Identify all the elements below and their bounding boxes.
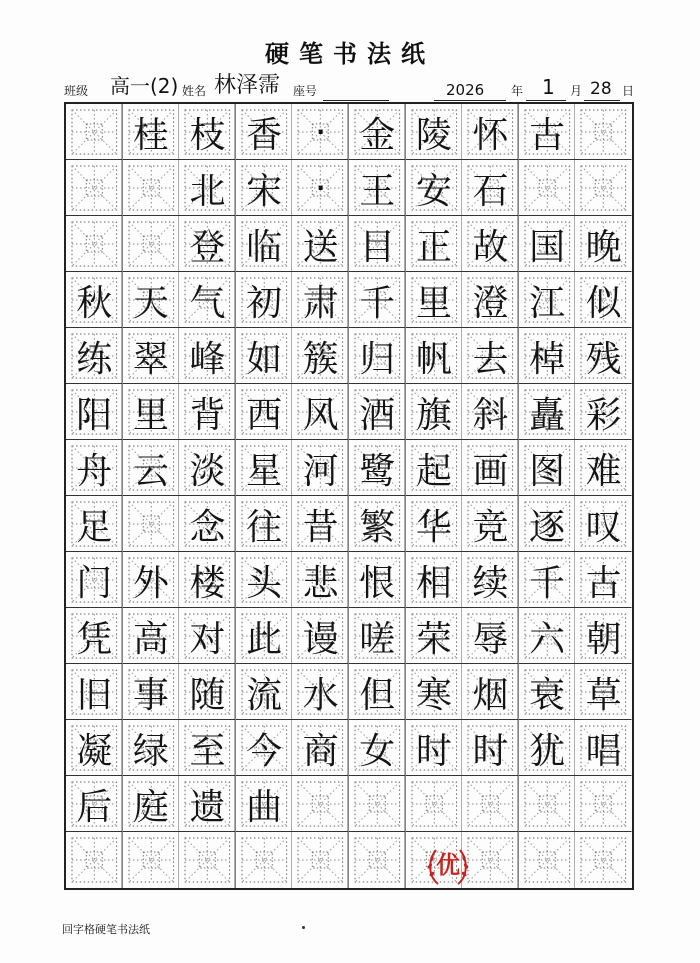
grid-cell — [66, 552, 123, 608]
handwritten-char: 难 — [585, 450, 622, 492]
handwritten-char: 临 — [246, 226, 283, 268]
handwritten-char: 江 — [529, 282, 566, 324]
year-label: 年 — [511, 84, 524, 98]
grid-cell — [123, 664, 180, 720]
header-info — [64, 73, 635, 103]
handwritten-char: 起 — [415, 450, 452, 492]
day-value: 28 — [590, 79, 612, 99]
grid-cell — [179, 720, 236, 776]
grid-cell — [292, 832, 349, 888]
handwritten-char — [66, 160, 123, 216]
handwritten-char: 犹 — [529, 730, 566, 772]
grid-cell — [66, 440, 123, 496]
grid-cell — [66, 664, 123, 720]
handwritten-char: 簇 — [302, 338, 339, 380]
grid-cell — [349, 104, 406, 160]
grid-cell — [66, 720, 123, 776]
grid-cell — [292, 608, 349, 664]
handwritten-char: 对 — [189, 618, 226, 660]
handwritten-char: 唱 — [585, 730, 622, 772]
grid-cell — [123, 328, 180, 384]
handwritten-char: 千 — [359, 282, 396, 324]
handwritten-char: 棹 — [529, 338, 566, 380]
grid-cell — [519, 720, 576, 776]
grid-cell — [66, 608, 123, 664]
grid-cell — [292, 776, 349, 832]
grid-cell — [66, 272, 123, 328]
handwritten-char: 事 — [132, 674, 169, 716]
grid-cell — [519, 272, 576, 328]
handwritten-char — [123, 832, 180, 888]
grid-cell — [519, 440, 576, 496]
grid-cell — [349, 832, 406, 888]
grade-stamp — [424, 840, 472, 888]
handwritten-char: 阳 — [76, 394, 113, 436]
handwritten-char: 至 — [189, 730, 226, 772]
handwritten-char — [123, 496, 180, 552]
grid-cell — [66, 496, 123, 552]
grid-cell — [179, 496, 236, 552]
handwritten-char — [66, 216, 123, 272]
handwritten-char: 时 — [472, 730, 509, 772]
grid-cell — [462, 160, 519, 216]
grid-cell — [66, 328, 123, 384]
handwritten-char: 天 — [132, 282, 169, 324]
handwritten-char — [123, 160, 180, 216]
class-label: 班级 — [64, 84, 89, 98]
handwritten-char: 桂 — [132, 114, 169, 156]
grid-cell — [292, 440, 349, 496]
handwritten-char: 云 — [132, 450, 169, 492]
grid-cell — [179, 384, 236, 440]
handwritten-char: 往 — [246, 506, 283, 548]
grid-cell — [462, 440, 519, 496]
handwritten-char: 登 — [189, 226, 226, 268]
grid-cell — [179, 776, 236, 832]
month-underline — [526, 100, 566, 101]
grid-cell — [236, 272, 293, 328]
grid-cell — [292, 216, 349, 272]
handwritten-char: 残 — [585, 338, 622, 380]
page-title: 硬笔书法纸 — [265, 39, 435, 68]
handwritten-char: 香 — [246, 114, 283, 156]
handwritten-char: 初 — [246, 282, 283, 324]
grid-cell — [575, 496, 632, 552]
handwritten-char: 宋 — [246, 170, 283, 212]
grid-cell — [179, 608, 236, 664]
grid-cell — [292, 496, 349, 552]
grid-cell — [575, 384, 632, 440]
stamp-text: 优 — [436, 851, 460, 879]
grid-cell — [179, 216, 236, 272]
grid-cell — [406, 328, 463, 384]
handwritten-char: 朝 — [585, 618, 622, 660]
handwritten-char: 北 — [189, 170, 226, 212]
handwritten-char: · — [314, 111, 327, 153]
handwritten-char — [292, 832, 349, 888]
handwritten-char: 随 — [189, 674, 226, 716]
handwritten-char: 斜 — [472, 394, 509, 436]
name-label: 姓名 — [182, 84, 207, 98]
grid-cell — [349, 608, 406, 664]
grid-cell — [236, 328, 293, 384]
grid-cell — [575, 720, 632, 776]
handwritten-char: 女 — [359, 730, 396, 772]
handwritten-char: 时 — [415, 730, 452, 772]
handwritten-char: 此 — [246, 618, 283, 660]
handwritten-char: 送 — [302, 226, 339, 268]
handwritten-char: 念 — [189, 506, 226, 548]
grid-cell — [236, 776, 293, 832]
grid-cell — [66, 216, 123, 272]
handwritten-char: 曲 — [246, 786, 283, 828]
handwritten-char: 逐 — [529, 506, 566, 548]
grid-cell — [292, 664, 349, 720]
grid-cell — [179, 272, 236, 328]
grid-cell — [349, 272, 406, 328]
grid-cell — [349, 552, 406, 608]
grid-cell — [123, 440, 180, 496]
grid-cell — [519, 216, 576, 272]
handwritten-char: 谩 — [302, 618, 339, 660]
grid-cell — [462, 104, 519, 160]
grid-cell — [575, 776, 632, 832]
grid-cell — [179, 664, 236, 720]
handwritten-char — [519, 832, 576, 888]
handwritten-char: 足 — [76, 506, 113, 548]
name-value: 林泽霈 — [214, 73, 281, 98]
grid-cell — [519, 608, 576, 664]
grid-cell — [236, 496, 293, 552]
grid-cell — [406, 776, 463, 832]
handwritten-char: 澄 — [472, 282, 509, 324]
grid-cell — [519, 160, 576, 216]
grid-cell — [406, 608, 463, 664]
handwritten-char: 但 — [359, 674, 396, 716]
grid-cell — [236, 720, 293, 776]
handwritten-char: 商 — [302, 730, 339, 772]
handwritten-char: 翠 — [132, 338, 169, 380]
handwritten-char: 寒 — [415, 674, 452, 716]
grid-cell — [519, 552, 576, 608]
grid-cell — [519, 832, 576, 888]
grid-cell — [462, 608, 519, 664]
grid-cell — [292, 104, 349, 160]
handwritten-char: 帆 — [415, 338, 452, 380]
handwritten-char — [123, 216, 180, 272]
handwritten-char — [292, 776, 349, 832]
grid-cell — [123, 832, 180, 888]
grid-cell — [406, 216, 463, 272]
grid-cell — [236, 216, 293, 272]
grid-cell — [406, 720, 463, 776]
grid-cell — [123, 776, 180, 832]
class-value: 高一(2) — [110, 74, 179, 98]
handwritten-char: 遗 — [189, 786, 226, 828]
grid-cell — [123, 104, 180, 160]
handwritten-char: 气 — [189, 282, 226, 324]
handwritten-char: 陵 — [415, 114, 452, 156]
grid-cell — [292, 272, 349, 328]
handwritten-char: 悲 — [302, 562, 339, 604]
handwritten-char — [236, 832, 293, 888]
grid-cell — [236, 384, 293, 440]
grid-cell — [406, 496, 463, 552]
handwritten-char — [575, 160, 632, 216]
handwritten-char: 旗 — [415, 394, 452, 436]
grid-cell — [406, 272, 463, 328]
grid-cell — [519, 328, 576, 384]
grid-cell — [349, 496, 406, 552]
year-underline — [434, 100, 506, 101]
handwritten-char: 凭 — [76, 618, 113, 660]
grid-cell — [519, 664, 576, 720]
grid-cell — [179, 440, 236, 496]
handwritten-char: 国 — [529, 226, 566, 268]
handwritten-char: 嗟 — [359, 618, 396, 660]
grid-cell — [236, 664, 293, 720]
grid-cell — [519, 776, 576, 832]
handwritten-char: 外 — [132, 562, 169, 604]
handwritten-char: 旧 — [76, 674, 113, 716]
handwritten-char: 淡 — [189, 450, 226, 492]
grid-cell — [66, 104, 123, 160]
handwritten-char: 相 — [415, 562, 452, 604]
grid-cell — [236, 440, 293, 496]
grid-cell — [406, 440, 463, 496]
handwritten-char: 鹭 — [359, 450, 396, 492]
grid-cell — [349, 216, 406, 272]
handwritten-char: 似 — [585, 282, 622, 324]
grid-cell — [349, 384, 406, 440]
handwritten-char — [462, 776, 519, 832]
grid-cell — [462, 776, 519, 832]
grid-cell — [179, 160, 236, 216]
grid-cell — [462, 664, 519, 720]
handwritten-char — [66, 104, 123, 160]
grid-cell — [519, 496, 576, 552]
grid-cell — [575, 104, 632, 160]
handwritten-char: 舟 — [76, 450, 113, 492]
grid-cell — [575, 832, 632, 888]
page-dot — [302, 926, 305, 929]
handwritten-char: · — [314, 167, 327, 209]
handwritten-char: 后 — [76, 786, 113, 828]
grid-cell — [406, 160, 463, 216]
grid-cell — [349, 328, 406, 384]
grid-cell — [236, 160, 293, 216]
handwritten-char: 草 — [585, 674, 622, 716]
grid-cell — [123, 720, 180, 776]
grid-cell — [292, 384, 349, 440]
grid-cell — [349, 664, 406, 720]
handwritten-char: 叹 — [585, 506, 622, 548]
handwritten-char: 枝 — [189, 114, 226, 156]
grid-cell — [123, 160, 180, 216]
grid-cell — [575, 664, 632, 720]
handwritten-char: 秋 — [76, 282, 113, 324]
handwritten-char: 西 — [246, 394, 283, 436]
seat-label: 座号 — [293, 84, 318, 98]
grid-cell — [519, 384, 576, 440]
handwritten-char: 河 — [302, 450, 339, 492]
handwritten-char: 如 — [246, 338, 283, 380]
grid-cell — [123, 272, 180, 328]
handwritten-char: 画 — [472, 450, 509, 492]
handwritten-char — [575, 104, 632, 160]
handwritten-char: 流 — [246, 674, 283, 716]
handwritten-char: 王 — [359, 170, 396, 212]
grid-cell — [179, 552, 236, 608]
grid-cell — [406, 104, 463, 160]
grid-cell — [349, 440, 406, 496]
handwritten-char: 峰 — [189, 338, 226, 380]
handwritten-char: 肃 — [302, 282, 339, 324]
footer-caption: 回字格硬笔书法纸 — [62, 923, 150, 936]
handwritten-char: 酒 — [359, 394, 396, 436]
handwritten-char: 昔 — [302, 506, 339, 548]
handwritten-char: 安 — [415, 170, 452, 212]
grid-cell — [236, 832, 293, 888]
handwritten-char — [406, 776, 463, 832]
handwritten-char: 里 — [415, 282, 452, 324]
handwritten-char: 晚 — [585, 226, 622, 268]
handwritten-char: 图 — [529, 450, 566, 492]
grid-cell — [462, 328, 519, 384]
handwritten-char: 彩 — [585, 394, 622, 436]
handwritten-char: 风 — [302, 394, 339, 436]
grid-cell — [179, 832, 236, 888]
grid-cell — [575, 160, 632, 216]
day-label: 日 — [622, 84, 635, 98]
grid-cell — [349, 720, 406, 776]
grid-cell — [66, 160, 123, 216]
grid-cell — [406, 664, 463, 720]
grid-cell — [66, 776, 123, 832]
grid-cell — [349, 160, 406, 216]
handwritten-char — [349, 832, 406, 888]
grid-cell — [575, 216, 632, 272]
handwritten-char: 楼 — [189, 562, 226, 604]
grid-cell — [123, 384, 180, 440]
handwritten-char — [575, 776, 632, 832]
grid-cell — [462, 272, 519, 328]
grid-cell — [236, 608, 293, 664]
handwritten-char: 故 — [472, 226, 509, 268]
grid-cell — [462, 496, 519, 552]
grid-cell — [236, 552, 293, 608]
year-value: 2026 — [446, 81, 485, 99]
handwritten-char: 背 — [189, 394, 226, 436]
grid-cell — [519, 104, 576, 160]
handwritten-char — [66, 832, 123, 888]
handwritten-char: 荣 — [415, 618, 452, 660]
handwritten-char: 怀 — [472, 114, 509, 156]
grid-cell — [66, 832, 123, 888]
grid-cell — [292, 160, 349, 216]
grid-cell — [462, 384, 519, 440]
handwritten-char: 辱 — [472, 618, 509, 660]
handwritten-char: 金 — [359, 114, 396, 156]
handwritten-char: 绿 — [132, 730, 169, 772]
grid-cell — [123, 608, 180, 664]
grid-cell — [236, 104, 293, 160]
handwritten-char — [575, 832, 632, 888]
grid-cell — [123, 216, 180, 272]
handwritten-char: 去 — [472, 338, 509, 380]
month-value: 1 — [542, 75, 555, 99]
grid-cell — [292, 720, 349, 776]
writing-grid — [64, 102, 634, 890]
handwritten-char: 归 — [359, 338, 396, 380]
seat-underline — [323, 100, 389, 101]
handwritten-char: 千 — [529, 562, 566, 604]
handwritten-char: 门 — [76, 562, 113, 604]
handwritten-char: 衰 — [529, 674, 566, 716]
day-underline — [584, 100, 620, 101]
handwritten-char: 繁 — [359, 506, 396, 548]
handwritten-char: 高 — [132, 618, 169, 660]
grid-cell — [406, 552, 463, 608]
handwritten-char: 凝 — [76, 730, 113, 772]
handwritten-char: 星 — [246, 450, 283, 492]
handwritten-char: 烟 — [472, 674, 509, 716]
handwritten-char — [519, 776, 576, 832]
handwritten-char: 练 — [76, 338, 113, 380]
grid-cell — [462, 216, 519, 272]
handwritten-char: 目 — [359, 226, 396, 268]
grid-cell — [123, 496, 180, 552]
grid-cell — [292, 552, 349, 608]
grid-cell — [575, 552, 632, 608]
handwritten-char — [349, 776, 406, 832]
grid-cell — [575, 440, 632, 496]
grid-cell — [66, 384, 123, 440]
handwritten-char: 六 — [529, 618, 566, 660]
handwritten-char: 华 — [415, 506, 452, 548]
handwritten-char: 恨 — [359, 562, 396, 604]
handwritten-char: 古 — [529, 114, 566, 156]
grid-cell — [462, 720, 519, 776]
grid-cell — [575, 328, 632, 384]
grid-cell — [292, 328, 349, 384]
handwritten-char: 竞 — [472, 506, 509, 548]
grid-cell — [179, 328, 236, 384]
grid-cell — [123, 552, 180, 608]
handwritten-char: 头 — [246, 562, 283, 604]
handwritten-char: 里 — [132, 394, 169, 436]
handwritten-char: 古 — [585, 562, 622, 604]
handwritten-char: 水 — [302, 674, 339, 716]
handwritten-char: 矗 — [529, 394, 566, 436]
grid-cell — [462, 552, 519, 608]
handwritten-char: 庭 — [132, 786, 169, 828]
month-label: 月 — [570, 84, 583, 98]
handwritten-char: 正 — [415, 226, 452, 268]
grid-cell — [406, 384, 463, 440]
grid-cell — [179, 104, 236, 160]
grid-cell — [575, 608, 632, 664]
handwritten-char: 今 — [246, 730, 283, 772]
grid-cell — [349, 776, 406, 832]
handwritten-char — [179, 832, 236, 888]
grid-cell — [575, 272, 632, 328]
handwritten-char — [519, 160, 576, 216]
handwritten-char: 续 — [472, 562, 509, 604]
handwritten-char: 石 — [472, 170, 509, 212]
